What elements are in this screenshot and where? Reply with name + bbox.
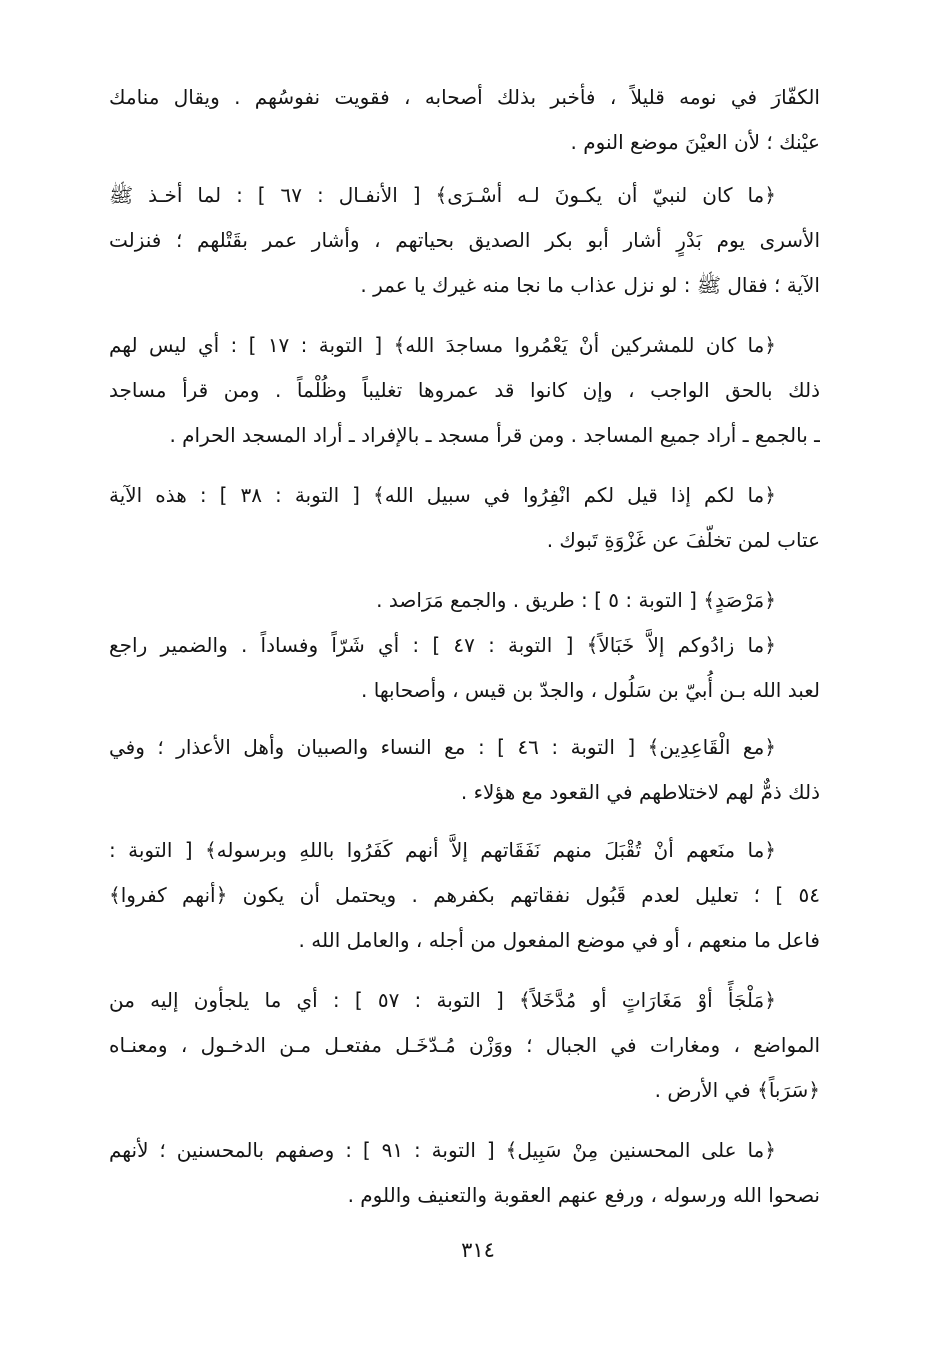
text-line: الآية ؛ فقال ﷺ : لو نزل عذاب ما نجا منه غيرك يا عمر . <box>360 273 820 297</box>
line-row <box>108 368 820 413</box>
line-row <box>108 1068 820 1113</box>
text-line: ﴿ما كان للمشركين أنْ يَعْمُروا مساجدَ الله﴾ [ التوبة : ١٧ ] : أي ليس لهم <box>109 333 776 357</box>
line-row <box>108 263 820 308</box>
page-number: ٣١٤ <box>461 1238 495 1262</box>
text-line: ﴿سَرَباً﴾ في الأرض . <box>654 1078 820 1102</box>
text-line: ﴿مع الْقَاعِدِين﴾ [ التوبة : ٤٦ ] : مع النساء والصبيان وأهل الأعذار ؛ وفي <box>109 735 776 759</box>
paragraph <box>108 578 820 623</box>
text-line: ﴿ما كان لنبيّ أن يكـونَ لـه أسْـرَى﴾ [ الأنفـال : ٦٧ ] : لما أخـذ ﷺ <box>109 183 776 207</box>
line-row <box>108 770 820 815</box>
line-row <box>108 473 820 518</box>
text-line: ﴿ما لكم إذا قيل لكم انْفِرُوا في سبيل الله﴾ [ التوبة : ٣٨ ] : هذه الآية <box>108 483 776 507</box>
paragraph <box>108 978 820 1113</box>
text-line: ـ بالجمع ـ أراد جميع المساجد . ومن قرأ مسجد ـ بالإفراد ـ أراد المسجد الحرام . <box>169 423 820 447</box>
paragraph <box>108 828 820 963</box>
line-row <box>108 623 820 668</box>
text-line: ﴿مَلْجَأً أوْ مَغَارَاتٍ أو مُدَّخَلاً﴾ [ التوبة : ٥٧ ] : أي ما يلجأون إليه من <box>109 988 776 1012</box>
line-row <box>108 873 820 918</box>
text-line: المواضع ، ومغارات في الجبال ؛ ووَزْن مُـدّخَـل مفتعـل مـن الدخـول ، ومعنـاه <box>109 1033 820 1057</box>
line-row <box>108 1023 820 1068</box>
text-line: فاعل ما منعهم ، أو في موضع المفعول من أجله ، والعامل الله . <box>298 928 820 952</box>
paragraph <box>108 323 820 458</box>
page-body <box>108 75 820 1273</box>
text-line: ﴿ما منَعهم أنْ تُقْبَلَ منهم نَفَقَاتهم إلاَّ أنهم كَفَرُوا باللهِ وبرسوله﴾ [ التوبة : <box>109 838 776 862</box>
line-row <box>108 828 820 873</box>
line-row <box>108 725 820 770</box>
text-line: نصحوا الله ورسوله ، ورفع عنهم العقوبة والتعنيف واللوم . <box>347 1183 820 1207</box>
paragraph <box>108 173 820 308</box>
text-line: الكفّارَ في نومه قليلاً ، فأخبر بذلك أصحابه ، فقويت نفوسُهم . ويقال منامك <box>109 85 820 109</box>
line-row <box>108 668 820 713</box>
line-row <box>108 918 820 963</box>
line-row <box>108 218 820 263</box>
text-line: ذلك بالحق الواجب ، وإن كانوا قد عمروها تغليباً وظُلْماً . ومن قرأ مساجد <box>109 378 820 402</box>
text-line: ﴿ما على المحسنين مِنْ سَبِيل﴾ [ التوبة : ٩١ ] : وصفهم بالمحسنين ؛ لأنهم <box>109 1138 776 1162</box>
line-row <box>108 413 820 458</box>
paragraph <box>108 473 820 563</box>
line-row <box>108 978 820 1023</box>
line-row <box>108 578 820 623</box>
paragraph <box>108 1128 820 1218</box>
text-line: ﴿مَرْصَدٍ﴾ [ التوبة : ٥ ] : طريق . والجمع مَرَاصد . <box>376 588 776 612</box>
text-line: ذلك ذمٌّ لهم لاختلاطهم في القعود مع هؤلاء . <box>460 780 820 804</box>
line-row <box>108 518 820 563</box>
paragraph <box>108 725 820 815</box>
paragraph <box>108 75 820 165</box>
text-line: لعبد الله بـن أُبيّ بن سَلُول ، والجدّ بن قيس ، وأصحابها . <box>361 678 820 702</box>
line-row <box>108 1128 820 1173</box>
line-row <box>108 1173 820 1218</box>
line-row <box>108 323 820 368</box>
text-line: ٥٤ ] ؛ تعليل لعدم قَبُول نفقاتهم بكفرهم . ويحتمل أن يكون ﴿أنهم كفروا﴾ <box>109 883 820 907</box>
line-row <box>108 173 820 218</box>
text-line: عيْنك ؛ لأن العيْنَ موضع النوم . <box>570 130 820 154</box>
paragraph <box>108 623 820 713</box>
text-line: الأسرى يوم بَدْرٍ أشار أبو بكر الصديق بحياتهم ، وأشار عمر بقَتْلهم ؛ فنزلت <box>109 228 820 252</box>
text-line: ﴿ما زادُوكم إلاَّ خَبَالاً﴾ [ التوبة : ٤٧ ] : أي شَرّاً وفساداً . والضمير راجع <box>109 633 776 657</box>
line-row <box>108 75 820 120</box>
text-line: عتاب لمن تخلّفَ عن غَزْوَةِ تَبوك . <box>546 528 820 552</box>
line-row <box>108 120 820 165</box>
